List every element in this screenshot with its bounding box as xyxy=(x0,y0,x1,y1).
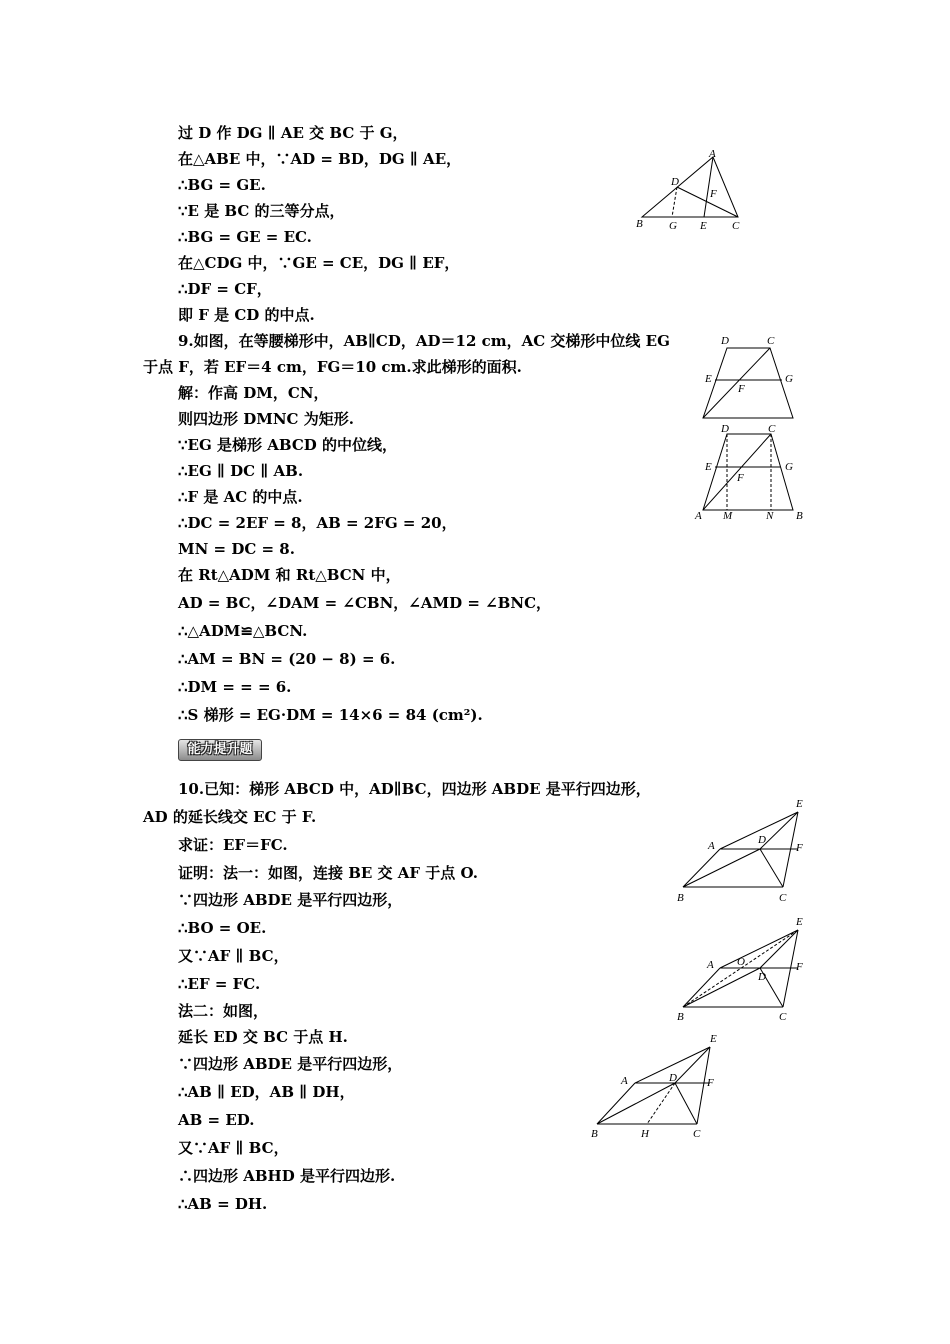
svg-text:C: C xyxy=(693,1128,701,1140)
text-line: ∴四边形 ABHD 是平行四边形. xyxy=(178,1167,396,1185)
svg-text:N: N xyxy=(766,510,774,522)
svg-text:B: B xyxy=(677,1011,684,1023)
svg-text:D: D xyxy=(758,834,766,846)
parallelogram-figure-2 xyxy=(670,912,815,1027)
svg-text:F: F xyxy=(796,961,803,973)
text-line: ∴AB = DH. xyxy=(178,1195,268,1213)
svg-text:H: H xyxy=(641,1128,649,1140)
svg-text:E: E xyxy=(796,798,803,810)
problem-10-line: AD 的延长线交 EC 于 F. xyxy=(143,808,317,826)
text-line: ∴BO = OE. xyxy=(178,919,267,937)
svg-text:G: G xyxy=(785,461,793,473)
ability-section-badge: 能力提升题 xyxy=(178,739,262,761)
text-line: 过 D 作 DG ∥ AE 交 BC 于 G， xyxy=(178,124,408,142)
text-line: ∴DM = = = 6. xyxy=(178,678,292,696)
svg-text:F: F xyxy=(707,1077,714,1089)
svg-text:A: A xyxy=(709,148,716,160)
text-line: ∵四边形 ABDE 是平行四边形， xyxy=(178,1055,403,1073)
svg-text:B: B xyxy=(677,892,684,904)
svg-text:E: E xyxy=(705,373,712,385)
text-line: 在△ABE 中，∵AD = BD，DG ∥ AE， xyxy=(178,150,462,168)
svg-text:C: C xyxy=(767,335,775,347)
text-line: ∴BG = GE. xyxy=(178,176,266,194)
svg-text:D: D xyxy=(758,971,766,983)
svg-text:A: A xyxy=(707,959,714,971)
text-line: 则四边形 DMNC 为矩形. xyxy=(178,410,354,428)
problem-9-line: 于点 F，若 EF＝4 cm，FG＝10 cm.求此梯形的面积. xyxy=(143,358,522,376)
svg-text:F: F xyxy=(738,383,745,395)
svg-text:B: B xyxy=(796,510,803,522)
text-line: 延长 ED 交 BC 于点 H. xyxy=(178,1028,348,1046)
svg-text:B: B xyxy=(591,1128,598,1140)
svg-text:A: A xyxy=(695,510,702,522)
text-line: ∴DF = CF， xyxy=(178,280,272,298)
svg-text:D: D xyxy=(669,1072,677,1084)
svg-text:C: C xyxy=(768,423,776,435)
trapezoid-heights-figure xyxy=(690,420,815,525)
svg-text:F: F xyxy=(737,472,744,484)
text-line: ∵E 是 BC 的三等分点， xyxy=(178,202,345,220)
triangle-figure xyxy=(630,145,750,240)
svg-text:D: D xyxy=(721,335,729,347)
text-line: ∴F 是 AC 的中点. xyxy=(178,488,303,506)
text-line: ∵EG 是梯形 ABCD 的中位线， xyxy=(178,436,397,454)
svg-text:C: C xyxy=(732,220,740,232)
parallelogram-figure-1 xyxy=(670,795,815,910)
text-line: ∴EF = FC. xyxy=(178,975,261,993)
text-line: ∴AB ∥ ED，AB ∥ DH， xyxy=(178,1083,355,1101)
svg-text:A: A xyxy=(621,1075,628,1087)
text-line: MN = DC = 8. xyxy=(178,540,295,558)
svg-text:G: G xyxy=(669,220,677,232)
text-line: 即 F 是 CD 的中点. xyxy=(178,306,315,324)
svg-text:M: M xyxy=(723,510,733,522)
text-line: 在△CDG 中，∵GE = CE，DG ∥ EF， xyxy=(178,254,460,272)
text-line: 证明：法一：如图，连接 BE 交 AF 于点 O. xyxy=(178,864,478,882)
svg-text:E: E xyxy=(705,461,712,473)
svg-text:D: D xyxy=(721,423,729,435)
problem-10-line: 10.已知：梯形 ABCD 中，AD∥BC，四边形 ABDE 是平行四边形， xyxy=(178,780,651,798)
svg-text:A: A xyxy=(708,840,715,852)
text-line: ∴S 梯形 = EG·DM = 14×6 = 84 (cm²). xyxy=(178,706,483,724)
text-line: AD = BC，∠DAM = ∠CBN，∠AMD = ∠BNC， xyxy=(178,594,552,612)
text-line: ∴BG = GE = EC. xyxy=(178,228,312,246)
text-line: 法二：如图， xyxy=(178,1002,269,1020)
text-line: 求证：EF＝FC. xyxy=(178,836,288,854)
svg-text:O: O xyxy=(737,956,745,968)
problem-9-line: 9.如图，在等腰梯形中，AB∥CD，AD＝12 cm，AC 交梯形中位线 EG xyxy=(178,332,670,350)
text-line: AB = ED. xyxy=(178,1111,255,1129)
svg-text:F: F xyxy=(796,842,803,854)
text-line: 在 Rt△ADM 和 Rt△BCN 中， xyxy=(178,566,401,584)
svg-text:D: D xyxy=(671,176,679,188)
text-line: 又∵AF ∥ BC， xyxy=(178,1139,289,1157)
svg-text:C: C xyxy=(779,892,787,904)
svg-text:E: E xyxy=(796,916,803,928)
trapezoid-figure xyxy=(695,330,815,425)
parallelogram-figure-3 xyxy=(585,1028,730,1143)
text-line: ∴EG ∥ DC ∥ AB. xyxy=(178,462,304,480)
text-line: ∴DC = 2EF = 8，AB = 2FG = 20， xyxy=(178,514,457,532)
svg-text:B: B xyxy=(636,218,643,230)
svg-text:E: E xyxy=(700,220,707,232)
svg-text:C: C xyxy=(779,1011,787,1023)
text-line: ∴AM = BN = (20 − 8) = 6. xyxy=(178,650,396,668)
text-line: 解：作高 DM，CN， xyxy=(178,384,329,402)
text-line: ∴△ADM≌△BCN. xyxy=(178,622,308,640)
svg-text:G: G xyxy=(785,373,793,385)
svg-text:E: E xyxy=(710,1033,717,1045)
text-line: ∵四边形 ABDE 是平行四边形， xyxy=(178,891,403,909)
text-line: 又∵AF ∥ BC， xyxy=(178,947,289,965)
svg-text:F: F xyxy=(710,188,717,200)
